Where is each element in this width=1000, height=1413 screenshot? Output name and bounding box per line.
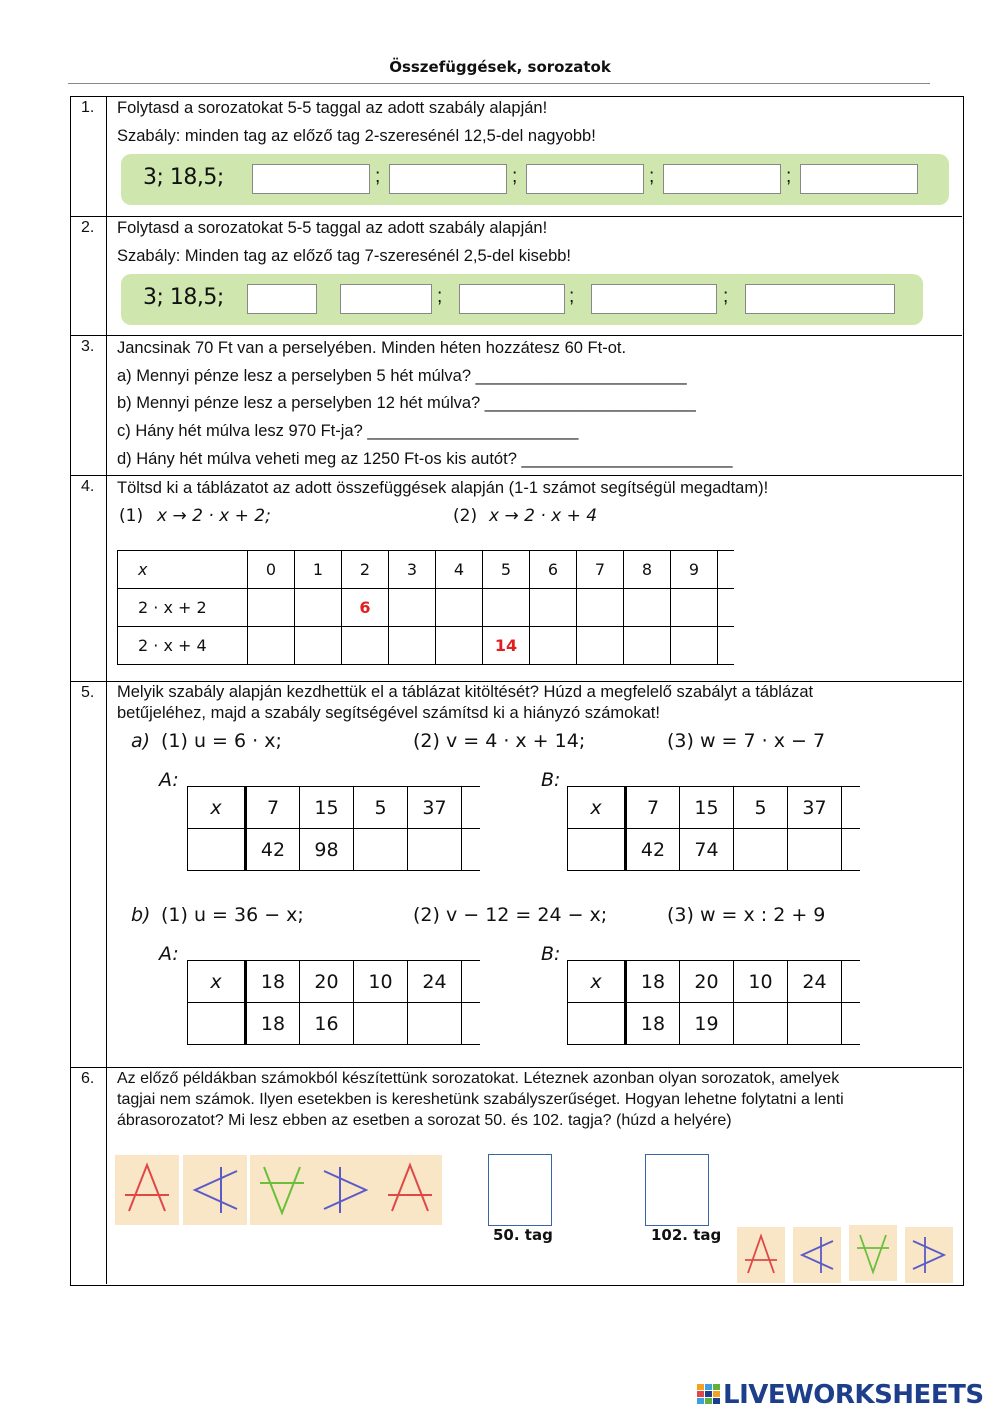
separator: ; bbox=[786, 166, 792, 187]
x-cell: 37 bbox=[788, 787, 842, 829]
rule-b1[interactable]: (1) u = 36 − x; bbox=[161, 904, 304, 926]
title-divider bbox=[68, 83, 930, 84]
option-a-down[interactable] bbox=[849, 1225, 897, 1281]
question-b[interactable]: b) Mennyi pénze lesz a perselyben 12 hét múlva? _______________________ bbox=[117, 394, 696, 412]
x-cell: 18 bbox=[246, 961, 300, 1003]
task-number: 6. bbox=[71, 1068, 107, 1284]
fill-cell[interactable] bbox=[408, 1003, 462, 1045]
task-2-rule: Szabály: Minden tag az előző tag 7-szeresénél 2,5-del kisebb! bbox=[117, 247, 572, 265]
fill-cell[interactable] bbox=[354, 1003, 408, 1045]
y-header-cell[interactable] bbox=[568, 829, 626, 871]
y-cell: 42 bbox=[246, 829, 300, 871]
task-number: 1. bbox=[71, 97, 107, 216]
rule-1: x → 2 · x + 2; bbox=[157, 506, 271, 526]
x-header: x bbox=[188, 787, 246, 829]
answer-box-5[interactable] bbox=[800, 164, 918, 194]
logo-text: LIVEWORKSHEETS bbox=[723, 1380, 984, 1410]
x-cell: 2 bbox=[342, 551, 389, 589]
task-4-instruction: Töltsd ki a táblázatot az adott összefüggések alapján (1-1 számot segítségül megadtam)! bbox=[117, 479, 769, 497]
x-cell: 15 bbox=[680, 787, 734, 829]
y-cell: 16 bbox=[300, 1003, 354, 1045]
separator: ; bbox=[569, 286, 575, 307]
question-c[interactable]: c) Hány hét múlva lesz 970 Ft-ja? _______________________ bbox=[117, 422, 579, 440]
x-header: x bbox=[188, 961, 246, 1003]
answer-box-2[interactable] bbox=[340, 284, 432, 314]
question-d[interactable]: d) Hány hét múlva veheti meg az 1250 Ft-os kis autót? _______________________ bbox=[117, 450, 733, 468]
part-a-label: a) bbox=[131, 730, 151, 752]
fill-cell[interactable] bbox=[671, 627, 718, 665]
fill-cell[interactable] bbox=[788, 829, 842, 871]
sequence-start: 3; 18,5; bbox=[143, 285, 224, 310]
pattern-tile-a-up bbox=[378, 1155, 442, 1225]
pattern-tile-a-left bbox=[183, 1155, 247, 1225]
fill-cell[interactable] bbox=[342, 627, 389, 665]
table-a-B-label: B: bbox=[541, 769, 561, 791]
task-number: 3. bbox=[71, 336, 107, 475]
x-cell: 6 bbox=[530, 551, 577, 589]
separator: ; bbox=[723, 286, 729, 307]
separator: ; bbox=[437, 286, 443, 307]
pattern-tile-a-down bbox=[250, 1155, 314, 1225]
pattern-tile-a-up bbox=[115, 1155, 179, 1225]
answer-box-4[interactable] bbox=[663, 164, 781, 194]
fill-cell[interactable] bbox=[734, 829, 788, 871]
x-cell: 7 bbox=[246, 787, 300, 829]
x-cell: 10 bbox=[354, 961, 408, 1003]
option-a-right[interactable] bbox=[905, 1227, 953, 1283]
y-cell: 98 bbox=[300, 829, 354, 871]
x-cell: 1 bbox=[295, 551, 342, 589]
x-cell: 5 bbox=[354, 787, 408, 829]
x-cell: 3 bbox=[389, 551, 436, 589]
task-1-instruction: Folytasd a sorozatokat 5-5 taggal az adott szabály alapján! bbox=[117, 99, 548, 117]
fill-cell[interactable] bbox=[389, 589, 436, 627]
values-table bbox=[117, 550, 734, 665]
fill-cell[interactable] bbox=[248, 627, 295, 665]
fill-cell[interactable] bbox=[295, 589, 342, 627]
x-cell: 9 bbox=[671, 551, 718, 589]
table-b-B-label: B: bbox=[541, 943, 561, 965]
fill-cell[interactable] bbox=[408, 829, 462, 871]
answer-box-3[interactable] bbox=[526, 164, 644, 194]
sequence-start: 3; 18,5; bbox=[143, 165, 224, 190]
fill-cell[interactable] bbox=[530, 589, 577, 627]
fill-cell[interactable] bbox=[436, 589, 483, 627]
fill-cell[interactable] bbox=[577, 589, 624, 627]
task-5-instruction: Melyik szabály alapján kezdhettük el a táblázat kitöltését? Húzd a megfelelő szabályt a táblázat bbox=[117, 683, 814, 701]
x-header: x bbox=[568, 787, 626, 829]
rule-b3[interactable]: (3) w = x : 2 + 9 bbox=[667, 904, 826, 926]
option-a-left[interactable] bbox=[793, 1227, 841, 1283]
fill-cell[interactable] bbox=[354, 829, 408, 871]
x-header: x bbox=[118, 551, 248, 589]
rule-2: x → 2 · x + 4 bbox=[489, 506, 598, 526]
rule-a1[interactable]: (1) u = 6 · x; bbox=[161, 730, 282, 752]
task-2-instruction: Folytasd a sorozatokat 5-5 taggal az adott szabály alapján! bbox=[117, 219, 548, 237]
task-6-text-2: tagjai nem számok. Ilyen esetekben is kereshetünk szabályszerűséget. Hogyan lehetne folytatni a lenti bbox=[117, 1091, 844, 1108]
rule-a2[interactable]: (2) v = 4 · x + 14; bbox=[413, 730, 586, 752]
y-cell: 18 bbox=[626, 1003, 680, 1045]
y-cell: 74 bbox=[680, 829, 734, 871]
task-number: 5. bbox=[71, 682, 107, 1067]
fill-cell[interactable] bbox=[624, 627, 671, 665]
y-cell: 18 bbox=[246, 1003, 300, 1045]
x-cell: 7 bbox=[577, 551, 624, 589]
y-cell: 42 bbox=[626, 829, 680, 871]
x-cell: 18 bbox=[626, 961, 680, 1003]
y-cell: 19 bbox=[680, 1003, 734, 1045]
answer-box-3[interactable] bbox=[459, 284, 565, 314]
task-4-row bbox=[71, 476, 962, 682]
table-b-B bbox=[567, 960, 860, 1045]
task-3-row bbox=[71, 336, 962, 476]
task-1-row bbox=[71, 97, 962, 217]
x-cell: 37 bbox=[408, 787, 462, 829]
x-cell: 20 bbox=[680, 961, 734, 1003]
task-1-rule: Szabály: minden tag az előző tag 2-szeresénél 12,5-del nagyobb! bbox=[117, 127, 596, 145]
table-a-A-label: A: bbox=[159, 769, 179, 791]
task-3-instruction: Jancsinak 70 Ft van a perselyében. Minden héten hozzátesz 60 Ft-ot. bbox=[117, 339, 627, 357]
x-cell: 5 bbox=[483, 551, 530, 589]
table-b-A-label: A: bbox=[159, 943, 179, 965]
given-value: 14 bbox=[483, 627, 530, 665]
fill-cell[interactable] bbox=[734, 1003, 788, 1045]
task-5-instruction-2: betűjeléhez, majd a szabály segítségével számítsd ki a hiányzó számokat! bbox=[117, 704, 660, 722]
answer-box-4[interactable] bbox=[591, 284, 717, 314]
tag-102-label: 102. tag bbox=[651, 1226, 722, 1244]
question-a[interactable]: a) Mennyi pénze lesz a perselyben 5 hét múlva? _______________________ bbox=[117, 367, 687, 385]
fill-cell[interactable] bbox=[436, 627, 483, 665]
drop-box-102[interactable] bbox=[645, 1154, 709, 1226]
task-5-row bbox=[71, 682, 962, 1068]
part-b-label: b) bbox=[131, 904, 151, 926]
y-header-cell[interactable] bbox=[188, 829, 246, 871]
row-1-label: 2 · x + 2 bbox=[118, 589, 248, 627]
y-header-cell[interactable] bbox=[568, 1003, 626, 1045]
worksheet-table bbox=[70, 96, 964, 1286]
task-6-text-3: ábrasorozatot? Mi lesz ebben az esetben a sorozat 50. és 102. tagja? (húzd a helyére) bbox=[117, 1112, 732, 1129]
x-cell: 4 bbox=[436, 551, 483, 589]
x-cell: 5 bbox=[734, 787, 788, 829]
fill-cell[interactable] bbox=[671, 589, 718, 627]
x-cell: 7 bbox=[626, 787, 680, 829]
separator: ; bbox=[375, 166, 381, 187]
table-b-A bbox=[187, 960, 480, 1045]
option-a-up[interactable] bbox=[737, 1227, 785, 1283]
row-2-label: 2 · x + 4 bbox=[118, 627, 248, 665]
task-6-row bbox=[71, 1068, 962, 1284]
x-cell: 15 bbox=[300, 787, 354, 829]
rule-1-number: (1) bbox=[119, 506, 144, 526]
fill-cell[interactable] bbox=[389, 627, 436, 665]
answer-box-1[interactable] bbox=[252, 164, 370, 194]
x-cell: 24 bbox=[788, 961, 842, 1003]
x-cell: 8 bbox=[624, 551, 671, 589]
x-header: x bbox=[568, 961, 626, 1003]
x-cell: 20 bbox=[300, 961, 354, 1003]
given-value: 6 bbox=[342, 589, 389, 627]
table-a-A bbox=[187, 786, 480, 871]
fill-cell[interactable] bbox=[295, 627, 342, 665]
separator: ; bbox=[512, 166, 518, 187]
fill-cell[interactable] bbox=[483, 589, 530, 627]
task-2-row bbox=[71, 217, 962, 336]
drop-box-50[interactable] bbox=[488, 1154, 552, 1226]
pattern-tile-a-right bbox=[314, 1155, 378, 1225]
x-cell: 24 bbox=[408, 961, 462, 1003]
rule-a3[interactable]: (3) w = 7 · x − 7 bbox=[667, 730, 826, 752]
fill-cell[interactable] bbox=[577, 627, 624, 665]
rule-2-number: (2) bbox=[453, 506, 478, 526]
task-number: 4. bbox=[71, 476, 107, 681]
answer-box-2[interactable] bbox=[389, 164, 507, 194]
separator: ; bbox=[649, 166, 655, 187]
task-number: 2. bbox=[71, 217, 107, 335]
tag-50-label: 50. tag bbox=[493, 1226, 553, 1244]
x-cell: 0 bbox=[248, 551, 295, 589]
answer-box-1[interactable] bbox=[247, 284, 317, 314]
page-title: Összefüggések, sorozatok bbox=[389, 58, 611, 76]
x-cell: 10 bbox=[734, 961, 788, 1003]
y-header-cell[interactable] bbox=[188, 1003, 246, 1045]
rule-b2[interactable]: (2) v − 12 = 24 − x; bbox=[413, 904, 608, 926]
liveworksheets-logo bbox=[697, 1378, 995, 1412]
logo-icon bbox=[697, 1384, 721, 1406]
answer-box-5[interactable] bbox=[745, 284, 895, 314]
fill-cell[interactable] bbox=[530, 627, 577, 665]
fill-cell[interactable] bbox=[788, 1003, 842, 1045]
fill-cell[interactable] bbox=[624, 589, 671, 627]
task-6-text-1: Az előző példákban számokból készítettünk sorozatokat. Léteznek azonban olyan sorozatok, amelyek bbox=[117, 1070, 840, 1087]
fill-cell[interactable] bbox=[248, 589, 295, 627]
table-a-B bbox=[567, 786, 860, 871]
